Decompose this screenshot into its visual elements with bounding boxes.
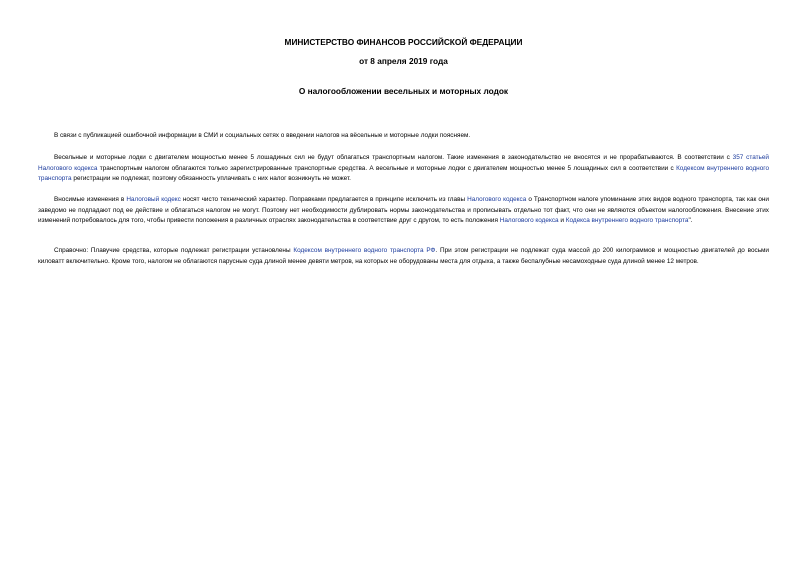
ministry-heading: МИНИСТЕРСТВО ФИНАНСОВ РОССИЙСКОЙ ФЕДЕРАЦИИ — [284, 37, 523, 47]
paragraph-text: ". — [688, 217, 693, 225]
paragraph-text: и — [558, 217, 566, 225]
paragraph-text: Вносимые изменения в — [54, 196, 127, 204]
paragraph-text: Справочно: Плавучие средства, которые подлежат регистрации установлены — [54, 247, 294, 255]
paragraph-text: . При этом регистрации не подлежат суда массой до 200 килограммов и мощностью двигателей до восьми киловатт включительно. Кроме того, налогом не облагаются парусные суда длиной менее девяти метров, на которых не оборудованы места для отдыха, а также беспалубные несамоходные суда длиной менее 12 метров. — [38, 247, 770, 265]
paragraph-reference — [38, 246, 769, 267]
paragraph-boats — [38, 153, 769, 184]
paragraph-text: транспортным налогом облагаются только зарегистрированные транспортные средства. А весельные и моторные лодки с двигателем мощностью менее 5 лошадиных сил в соответствии с — [97, 164, 677, 172]
link-inland-water-transport-code-rf[interactable]: Кодексом внутреннего водного транспорта РФ — [293, 247, 436, 255]
paragraph-text: о Транспортном налоге упоминание этих видов водного транспорта, так как они заведомо не подпадают под ее действие и облагаться налогом не могут. Поэтому нет необходимости дублировать нормы законодательства и прописывать отдельно тот факт, что они не являются объектом налогообложения. Внесение этих изменений потребовалось для того, чтобы привести положения в различных отраслях законодательства в соответствие друг с другом, то есть положения — [38, 196, 770, 225]
link-inland-water-transport-code-provisions[interactable]: Кодекса внутреннего водного транспорта — [565, 217, 689, 225]
paragraph-text: Весельные и моторные лодки с двигателем мощностью менее 5 лошадиных сил не будут облагаться транспортным налогом. Такие изменения в законодательство не вносятся и не прорабатываются. В соответствии с — [54, 154, 733, 162]
paragraph-text: В связи с публикацией ошибочной информации в СМИ и социальных сетях о введении налогов на вёсельные и моторные лодки поясняем. — [54, 132, 471, 140]
link-tax-code-chapter[interactable]: Налогового кодекса — [467, 196, 527, 204]
link-article-357-tax-code[interactable]: 357 статьей Налогового кодекса — [38, 154, 769, 172]
link-tax-code-provisions[interactable]: Налогового кодекса — [499, 217, 559, 225]
document-title: О налогообложении весельных и моторных лодок — [298, 86, 509, 96]
link-inland-water-transport-code[interactable]: Кодексом внутреннего водного транспорта — [38, 164, 770, 183]
paragraph-text: регистрации не подлежат, поэтому обязанность уплачивать с них налог возникнуть не может. — [71, 175, 351, 183]
paragraph-text: носят чисто технический характер. Поправками предлагается в принципе исключить из главы — [180, 196, 468, 204]
document-date: от 8 апреля 2019 года — [359, 56, 448, 66]
link-tax-code[interactable]: Налоговый кодекс — [126, 196, 181, 204]
paragraph-intro — [38, 131, 769, 141]
paragraph-changes — [38, 195, 769, 226]
